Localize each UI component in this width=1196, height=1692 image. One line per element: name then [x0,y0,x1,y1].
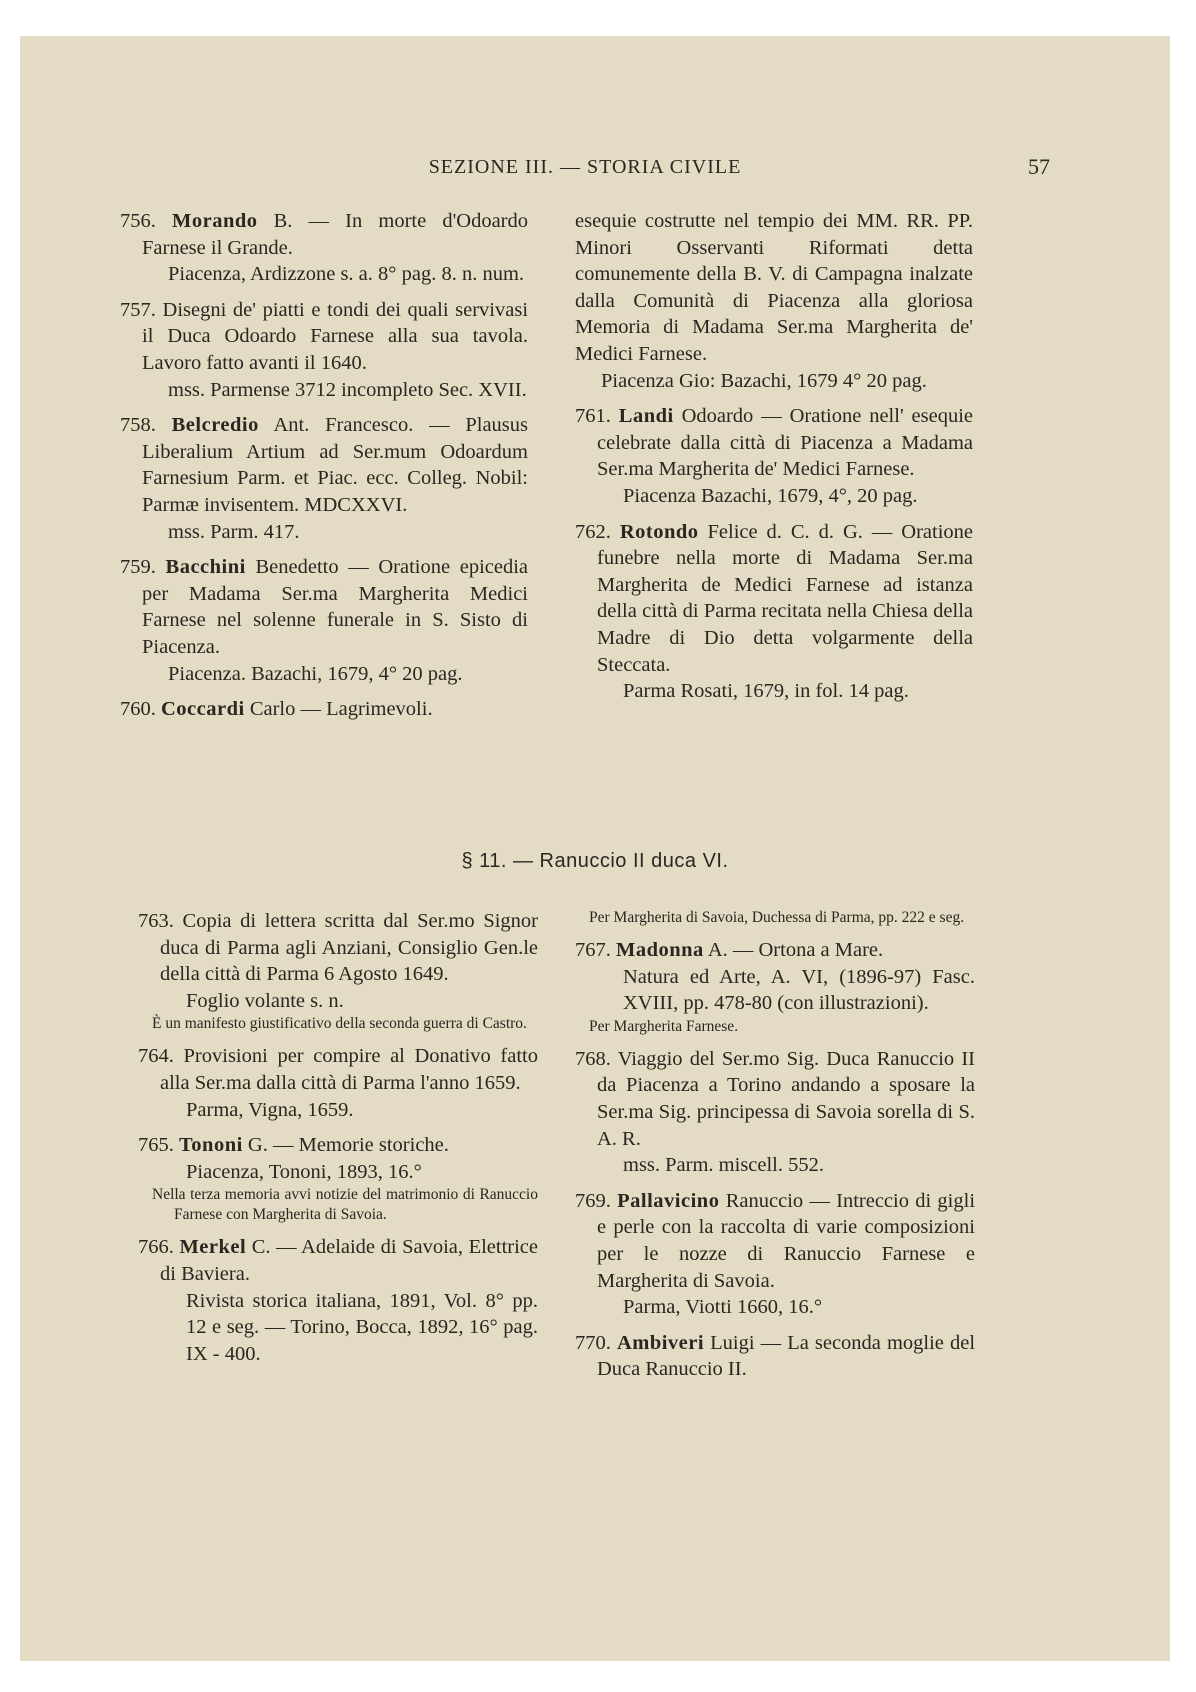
entry-number: 765. [138,1134,174,1157]
entry-text: Benedetto — Oratione epicedia per Madama Ser.ma Margherita Medici Farnese nel solenne funerale in S. Sisto di Piacenza. [142,556,529,658]
entry-number: 763. [138,910,174,932]
entry-758 [120,412,528,545]
entry-imprint: Parma, Vigna, 1659. [186,1098,354,1121]
entry-767 [575,937,975,1037]
entry-text: Ant. Francesco. — Plausus Liberalium Artium ad Ser.mum Odoardum Farnesium Parm. et Piac. ecc. Colleg. Nobil: Parmæ invisentem. MDCXXVI. [142,414,528,516]
entry-author: Bacchini [165,556,246,579]
entry-number: 768. [575,1047,611,1070]
entry-author: Pallavicino [617,1189,720,1212]
entry-note: È un manifesto giustificativo della seconda guerra di Castro. [152,1015,527,1033]
entry-766 [138,1234,538,1367]
entry-number: 757. [120,298,156,321]
entry-imprint: Natura ed Arte, A. VI, (1896-97) Fasc. XVIII, pp. 478-80 (con illustrazioni). [623,965,975,1015]
entry-text: Felice d. C. d. G. — Oratione funebre nella morte di Madama Ser.ma Margherita de Medici Farnese ad istanza della città di Parma recitata nella Chiesa della Madre di Dio detta volgarmente della Steccata. [597,520,974,676]
entry-761 [575,403,973,509]
entry-imprint: Piacenza, Ardizzone s. a. 8° pag. 8. n. num. [168,263,525,286]
entry-759 [120,554,528,687]
entry-text: Provisioni per compire al Donativo fatto alla Ser.ma dalla città di Parma l'anno 1659. [160,1045,538,1094]
entry-number: 767. [575,939,611,961]
entry-imprint: Parma Rosati, 1679, in fol. 14 pag. [623,680,909,703]
entry-text: Luigi — La seconda moglie del Duca Ranuccio II. [597,1331,976,1381]
entry-768 [575,1046,975,1179]
entry-imprint: Piacenza Bazachi, 1679, 4°, 20 pag. [623,484,918,507]
entry-author: Ambiveri [616,1331,705,1354]
bottom-right-column [575,908,975,1392]
entry-author: Tononi [179,1134,243,1157]
header-title: SEZIONE III. — STORIA CIVILE [428,156,742,178]
entry-imprint: Piacenza Gio: Bazachi, 1679 4° 20 pag. [601,369,927,392]
entry-text: B. — In morte d'Odoardo Farnese il Grande. [142,210,528,259]
entry-imprint: Piacenza, Tononi, 1893, 16.° [186,1160,422,1183]
entry-text: Odoardo — Oratione nell' esequie celebrate dalla città di Piacenza a Madama Ser.ma Margherita de' Medici Farnese. [597,405,973,481]
entry-text: Copia di lettera scritta dal Ser.mo Signor duca di Parma agli Anziani, Consiglio Gen.le della città di Parma 6 Agosto 1649. [160,910,538,986]
running-header [120,154,1050,184]
entry-762 [575,519,973,705]
entry-author: Madonna [616,939,704,961]
entry-text: Disegni de' piatti e tondi dei quali servivasi il Duca Odoardo Farnese alla sua tavola. Lavoro fatto avanti il 1640. [142,298,529,374]
page-number: 57 [1028,154,1050,179]
entry-text: Viaggio del Ser.mo Sig. Duca Ranuccio II da Piacenza a Torino andando a sposare la Ser.ma Sig. principessa di Savoia sorella di S. A. R. [597,1047,975,1150]
entry-769 [575,1188,975,1321]
entry-number: 766. [138,1236,174,1259]
entry-note: Per Margherita Farnese. [589,1017,739,1035]
entry-imprint: mss. Parm. 417. [168,520,300,543]
entry-imprint: Parma, Viotti 1660, 16.° [623,1296,823,1319]
entry-imprint: Rivista storica italiana, 1891, Vol. 8° pp. 12 e seg. — Torino, Bocca, 1892, 16° pag. IX - 400. [186,1289,538,1365]
entry-author: Coccardi [161,698,245,721]
entry-author: Belcredio [171,414,259,437]
entry-number: 764. [138,1045,174,1068]
entry-number: 760. [120,698,156,721]
top-left-column [120,208,528,732]
entry-766-note [575,908,975,928]
page [20,36,1170,1661]
entry-number: 761. [575,405,611,428]
entry-number: 758. [120,414,156,437]
entry-text: esequie costrutte nel tempio dei MM. RR. PP. Minori Osservanti Riformati detta comunemente della B. V. di Campagna inalzate dalla Comunità di Piacenza alla gloriosa Memoria di Madama Ser.ma Margherita de' Medici Farnese. [575,210,973,365]
entry-author: Rotondo [619,520,699,543]
entry-756 [120,208,528,288]
entry-text: C. — Adelaide di Savoia, Elettrice di Baviera. [160,1236,539,1285]
entry-770 [575,1330,975,1383]
entry-imprint: mss. Parm. miscell. 552. [623,1154,825,1177]
entry-number: 770. [575,1331,611,1354]
entry-number: 762. [575,520,611,543]
entry-number: 759. [120,556,156,579]
entry-author: Morando [172,210,258,232]
entry-764 [138,1043,538,1123]
entry-text: Ranuccio — Intreccio di gigli e perle con la raccolta di varie composizioni per le nozze di Ranuccio Farnese e Margherita di Savoia. [597,1189,976,1292]
entry-number: 756. [120,210,156,232]
entry-imprint: Piacenza. Bazachi, 1679, 4° 20 pag. [168,662,463,685]
entry-757 [120,297,528,403]
entry-imprint: Foglio volante s. n. [186,989,344,1012]
entry-number: 769. [575,1189,611,1212]
entry-765 [138,1132,538,1225]
entry-760-cont [575,208,973,394]
section-heading: § 11. — Ranuccio II duca VI. [461,850,729,872]
entry-imprint: mss. Parmense 3712 incompleto Sec. XVII. [168,378,527,401]
entry-763 [138,908,538,1034]
entry-text: A. — Ortona a Mare. [707,939,884,961]
entry-note: Per Margherita di Savoia, Duchessa di Parma, pp. 222 e seg. [589,909,965,926]
entry-author: Landi [618,405,674,428]
entry-760 [120,696,528,723]
entry-note: Nella terza memoria avvi notizie del matrimonio di Ranuccio Farnese con Margherita di Savoia. [152,1186,538,1224]
entry-author: Merkel [179,1236,247,1259]
entry-text: G. — Memorie storiche. [247,1134,449,1157]
entry-text: Carlo — Lagrimevoli. [249,698,433,721]
top-right-column [575,208,973,714]
bottom-left-column [138,908,538,1376]
